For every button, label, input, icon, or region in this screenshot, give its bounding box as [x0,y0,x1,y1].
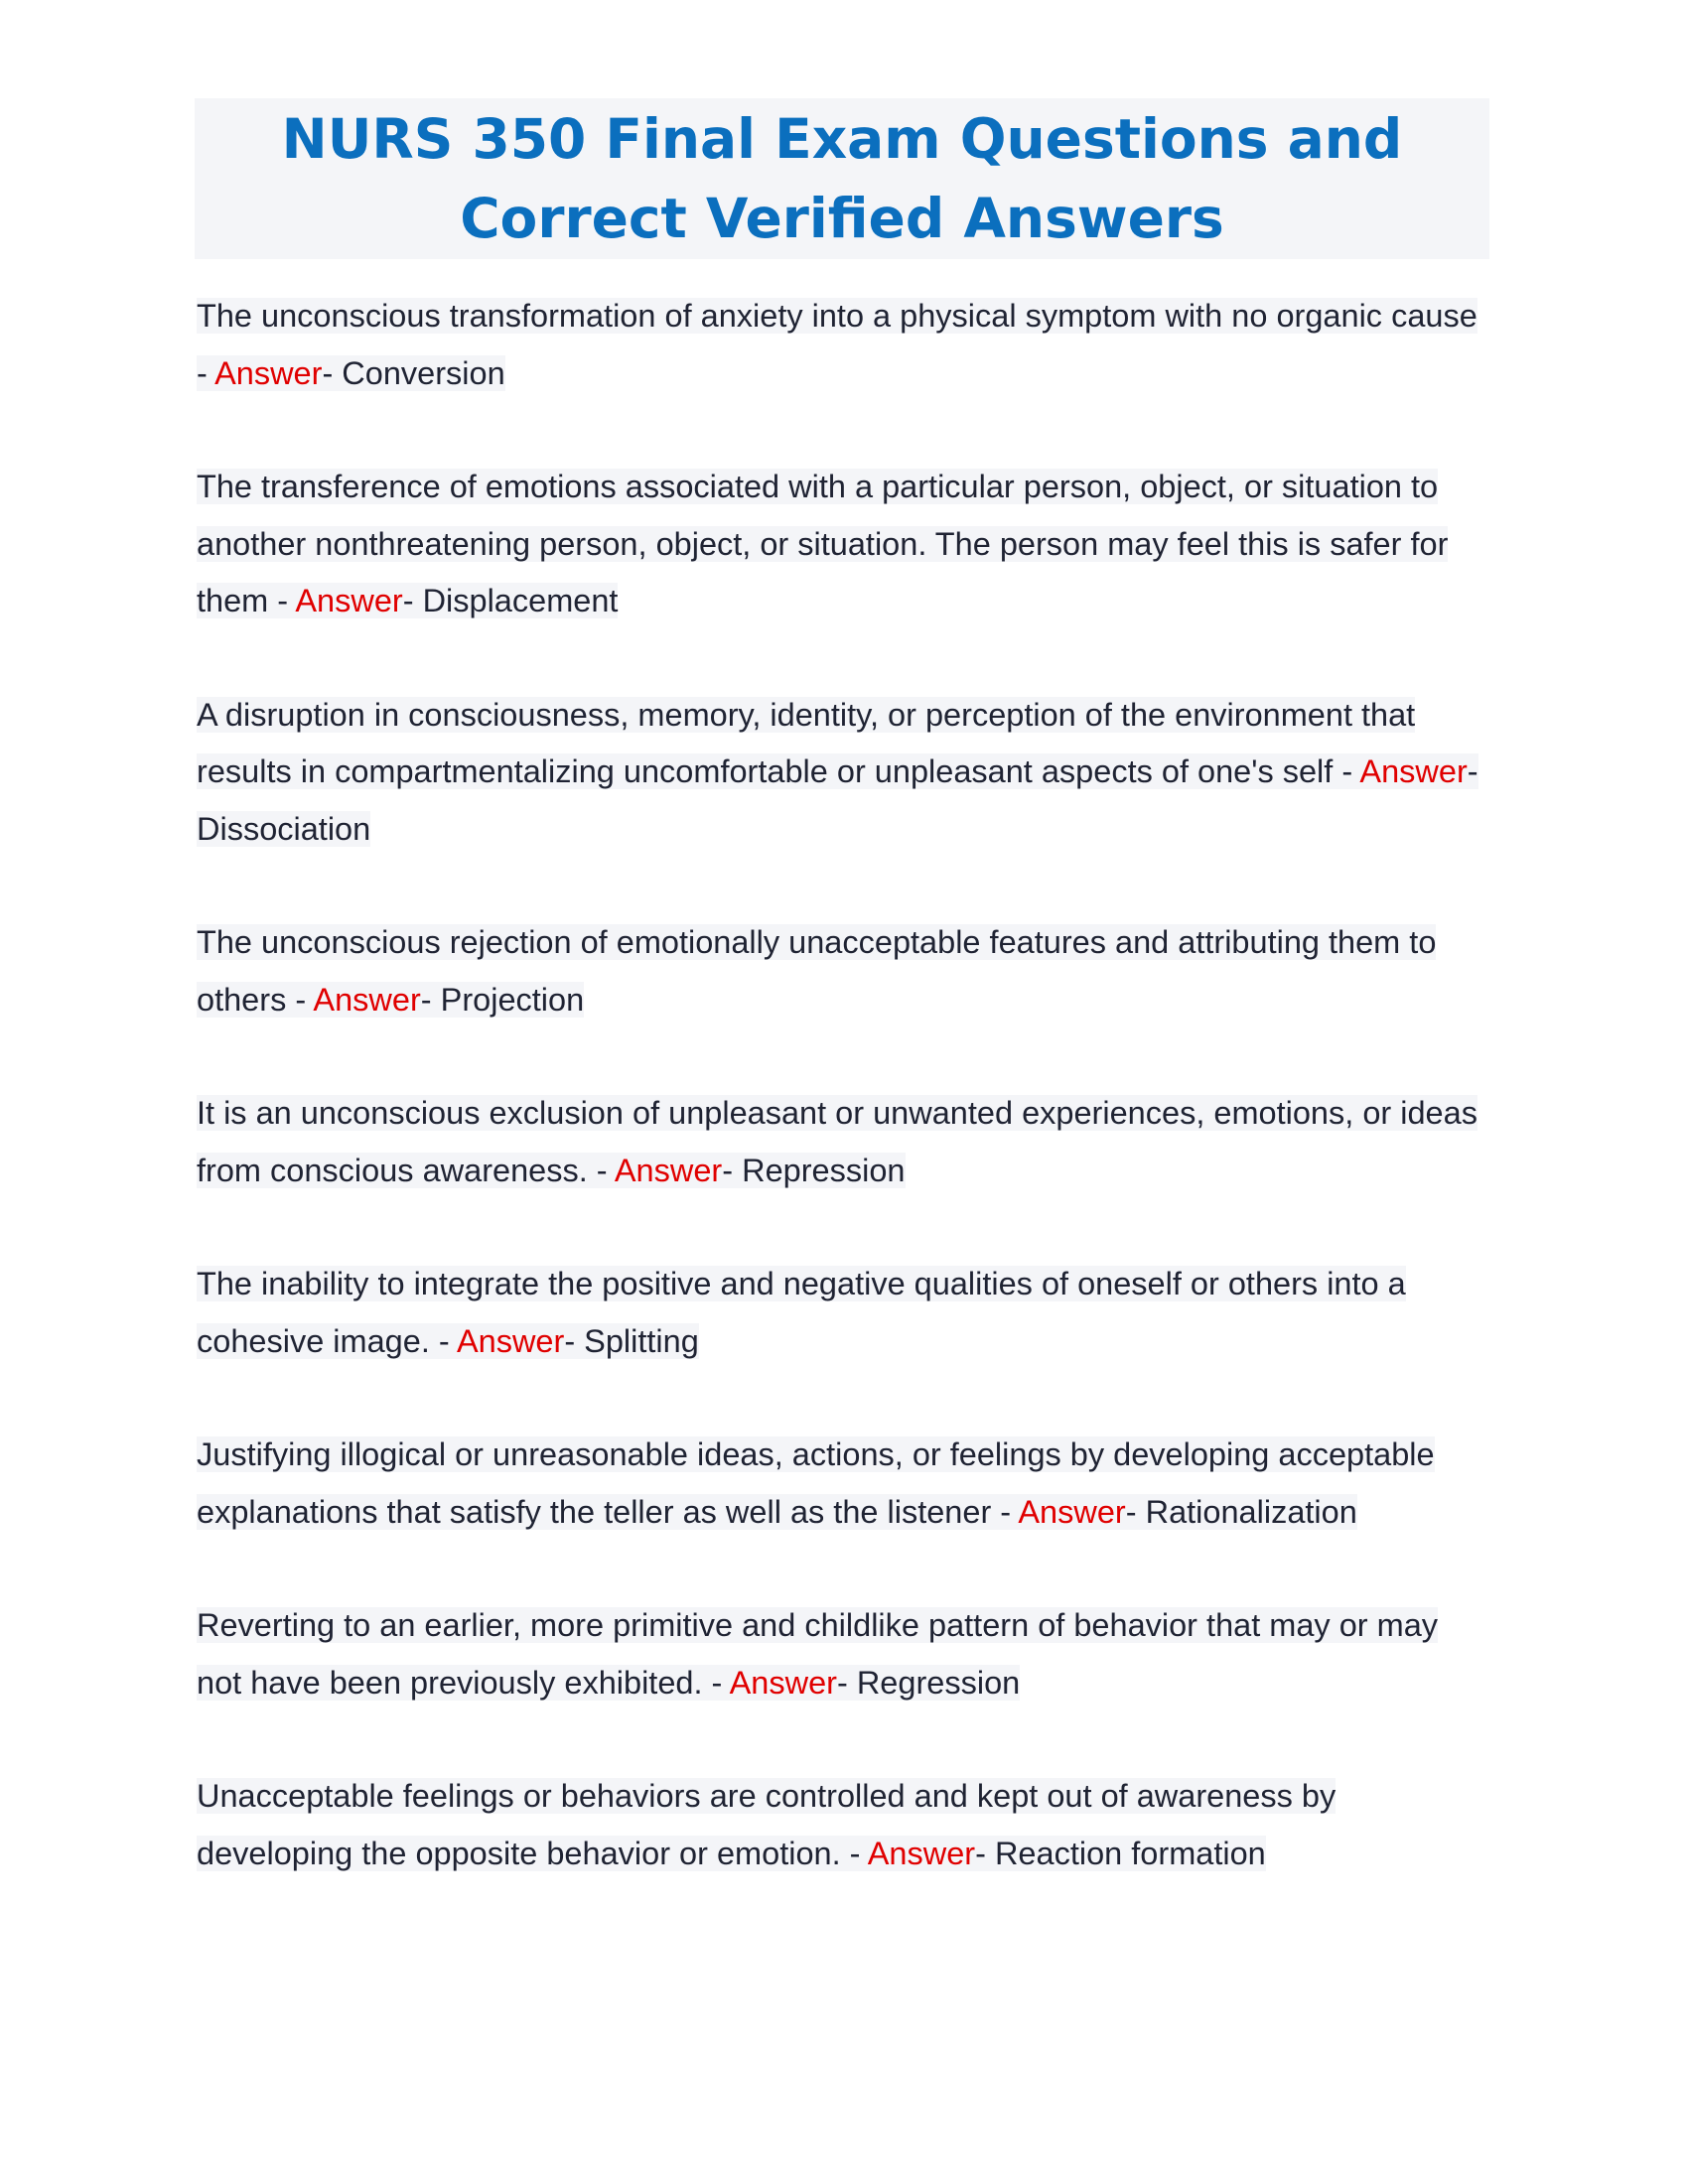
qa-item [197,1085,1491,1199]
question-text: It is an unconscious exclusion of unpleasant or unwanted experiences, emotions, or ideas from conscious awareness. - [197,1095,1477,1188]
answer-label: Answer [456,1322,565,1359]
qa-item [197,1597,1491,1711]
answer-text: - Rationalization [1125,1493,1357,1530]
qa-item [197,1427,1491,1541]
question-text: Reverting to an earlier, more primitive and childlike pattern of behavior that may or may not have been previously exhibited. - [197,1607,1439,1701]
answer-label: Answer [614,1152,723,1188]
answer-label: Answer [313,981,421,1018]
question-text: The inability to integrate the positive and negative qualities of oneself or others into a cohesive image. - [197,1266,1406,1359]
question-text: The transference of emotions associated with a particular person, object, or situation to another nonthreatening person, object, or situation. The person may feel this is safer for them - [197,469,1449,618]
answer-text: - Reaction formation [975,1835,1266,1871]
answer-text: - Regression [836,1664,1021,1701]
answer-label: Answer [867,1835,976,1871]
answer-text: - Projection [420,981,585,1018]
qa-item [197,1256,1491,1370]
qa-item [197,288,1491,402]
qa-list [197,288,1491,1939]
question-text: Unacceptable feelings or behaviors are controlled and kept out of awareness by developing the opposite behavior or emotion. - [197,1778,1336,1871]
answer-label: Answer [295,583,403,618]
qa-item [197,1768,1491,1882]
question-text: A disruption in consciousness, memory, identity, or perception of the environment that results in compartmentalizing uncomfortable or unpleasant aspects of one's self - [197,696,1416,789]
question-text: The unconscious rejection of emotionally unacceptable features and attributing them to others - [197,924,1437,1018]
question-text: Justifying illogical or unreasonable ideas, actions, or feelings by developing acceptable explanations that satisfy the teller as well as the listener - [197,1436,1435,1530]
title-banner [195,98,1489,259]
answer-label: Answer [214,354,323,391]
answer-label: Answer [1359,753,1468,789]
answer-label: Answer [1018,1493,1126,1530]
answer-text: - Displacement [402,583,619,618]
qa-item [197,914,1491,1028]
qa-item [197,687,1491,859]
answer-label: Answer [729,1664,837,1701]
answer-text: - Dissociation [197,753,1478,847]
qa-item [197,459,1491,630]
answer-text: - Splitting [564,1322,699,1359]
answer-text: - Conversion [322,354,505,391]
answer-text: - Repression [722,1152,906,1188]
page-title: NURS 350 Final Exam Questions and Correct Verified Answers [281,107,1403,250]
question-text: The unconscious transformation of anxiety into a physical symptom with no organic cause - [197,298,1477,391]
